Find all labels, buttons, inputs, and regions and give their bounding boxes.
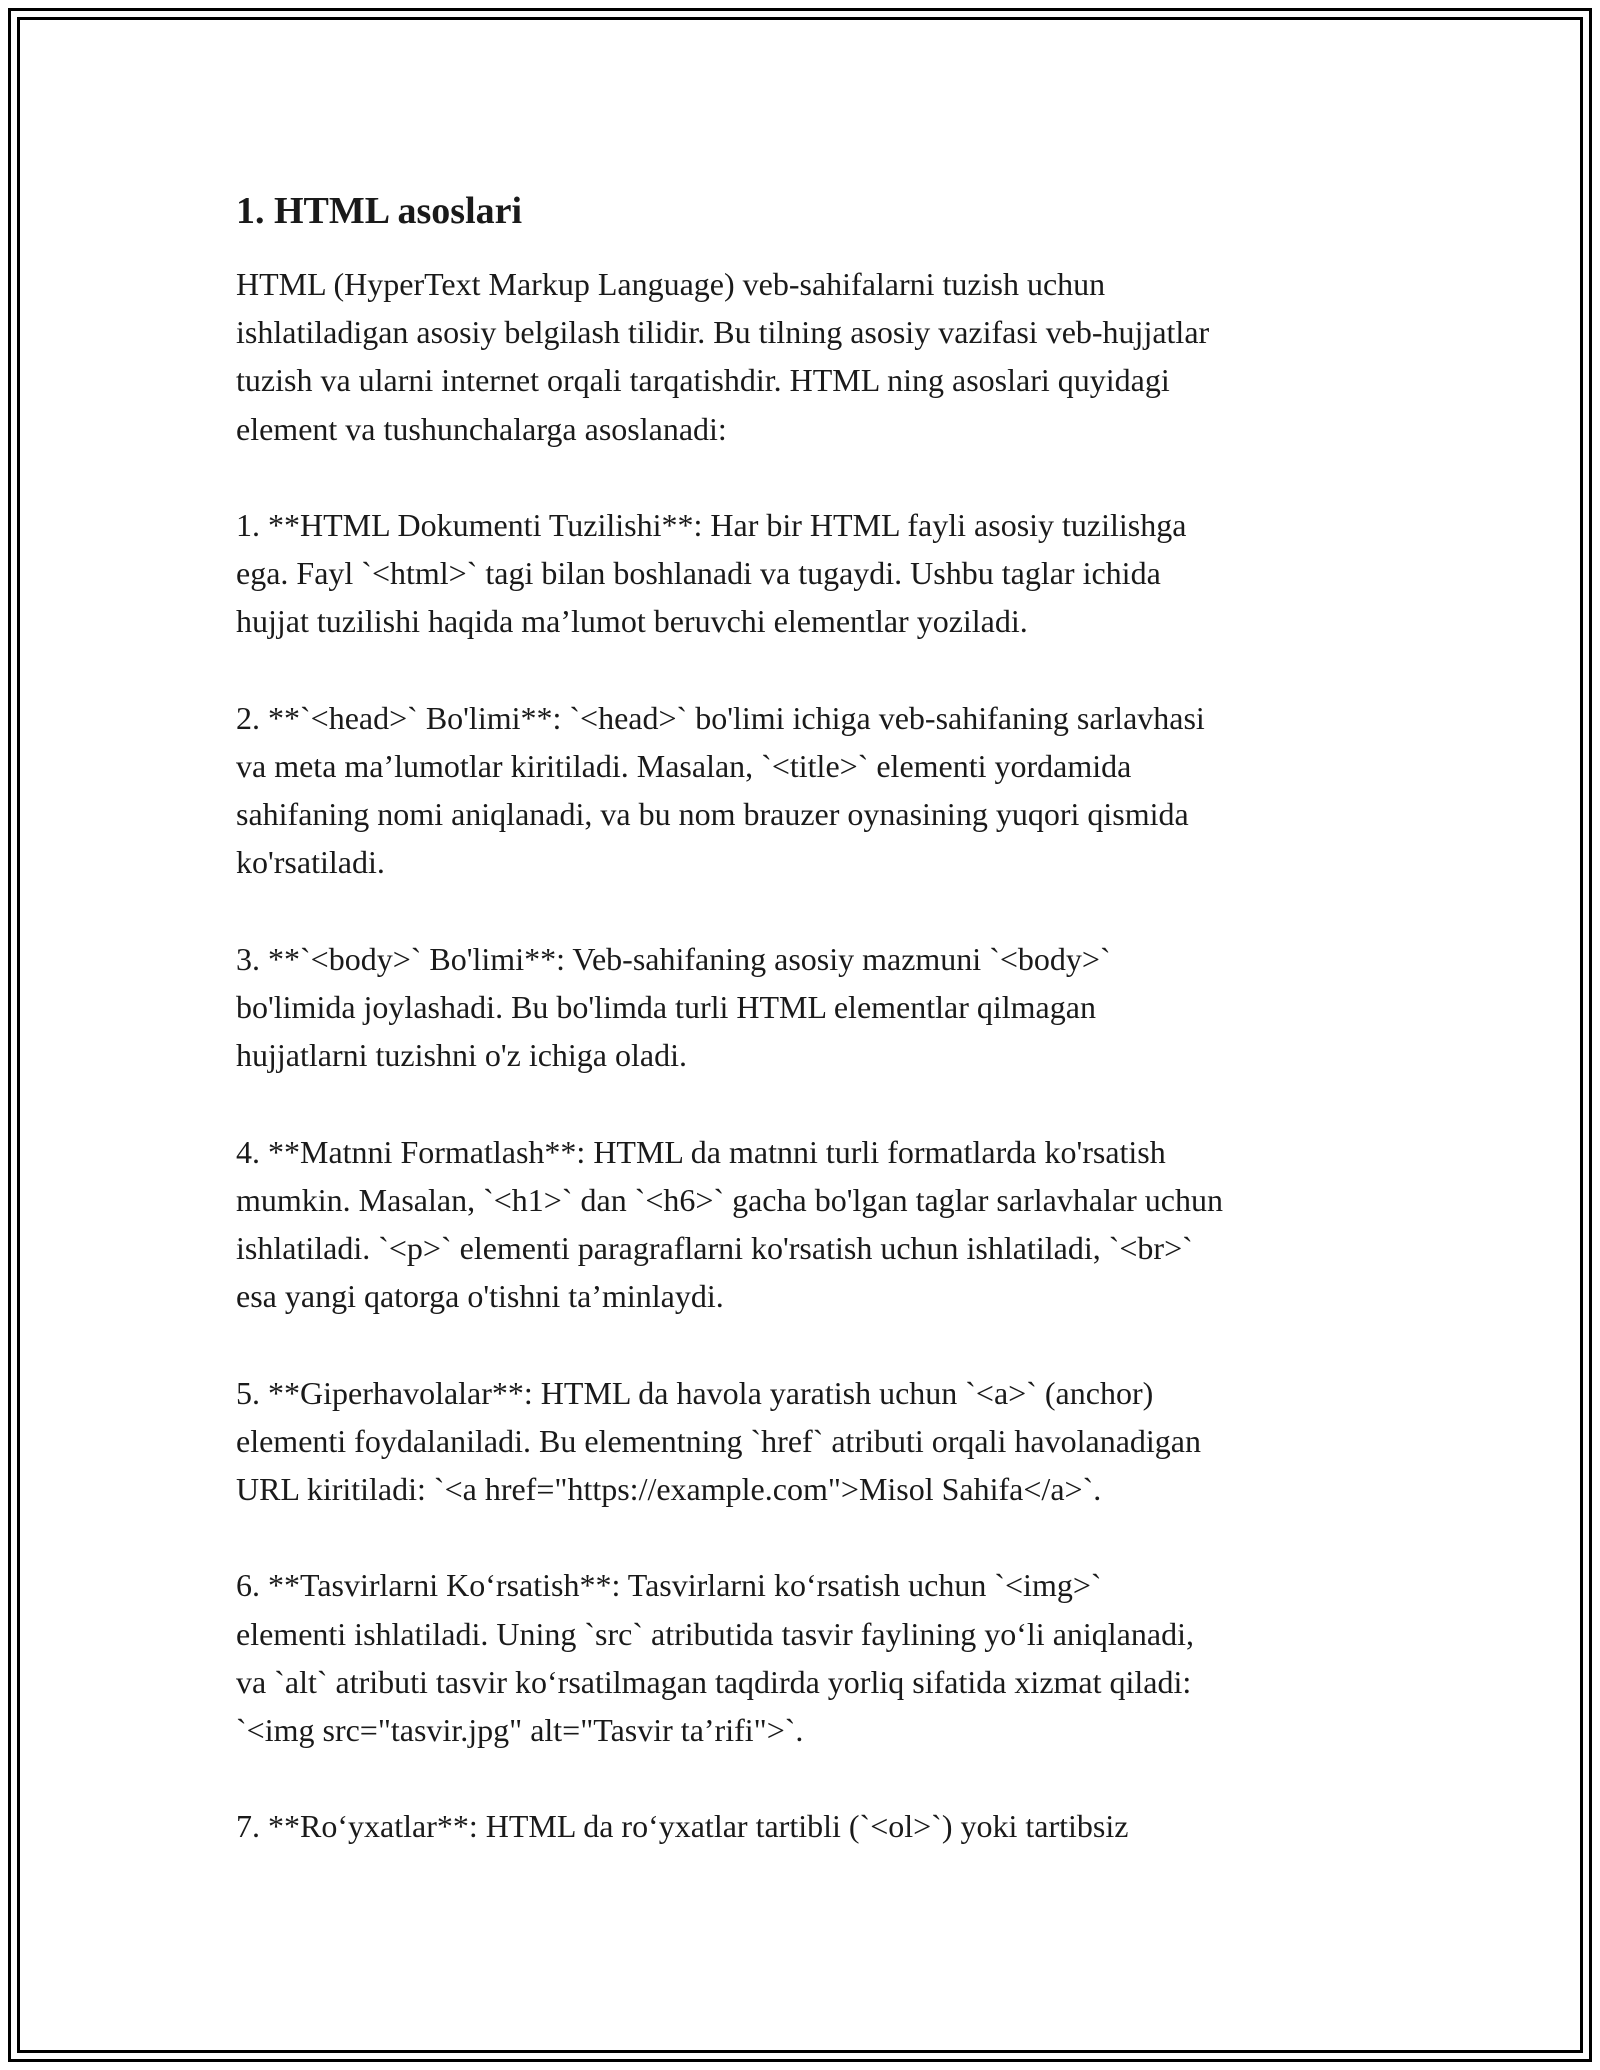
paragraph-head-section: 2. **`<head>` Bo'limi**: `<head>` bo'limi ichiga veb-sahifaning sarlavhasi va meta ma’lumotlar kiritiladi. Masalan, `<title>` elementi yordamida sahifaning nomi aniqlanadi, va bu nom brauzer oynasining yuqori qismida ko'rsatiladi.	[236, 699, 1205, 881]
paragraph-html-document-structure: 1. **HTML Dokumenti Tuzilishi**: Har bir HTML fayli asosiy tuzilishga ega. Fayl `<html>` tagi bilan boshlanadi va tugaydi. Ushbu taglar ichida hujjat tuzilishi haqida ma’lumot beruvchi elementlar yoziladi.	[236, 507, 1187, 640]
paragraph-text-formatting: 4. **Matnni Formatlash**: HTML da matnni turli formatlarda ko'rsatish mumkin. Masalan, `<h1>` dan `<h6>` gacha bo'lgan taglar sarlavhalar uchun ishlatiladi. `<p>` elementi paragraflarni ko'rsatish uchun ishlatiladi, `<br>` esa yangi qatorga o'tishni ta’minlaydi.	[236, 1133, 1223, 1315]
paragraph-body-section: 3. **`<body>` Bo'limi**: Veb-sahifaning asosiy mazmuni `<body>` bo'limida joylashadi. Bu bo'limda turli HTML elementlar qilmagan hujjatlarni tuzishni o'z ichiga oladi.	[236, 940, 1111, 1074]
paragraph-images: 6. **Tasvirlarni Ko‘rsatish**: Tasvirlarni ko‘rsatish uchun `<img>` elementi ishlatiladi. Uning `src` atributida tasvir faylining yo‘li aniqlanadi, va `alt` atributi tasvir ko‘rsatilmagan taqdirda yorliq sifatida xizmat qiladi: `<img src="tasvir.jpg" alt="Tasvir ta’rifi">`.	[236, 1567, 1194, 1748]
document-body	[236, 180, 1396, 1899]
paragraph-hyperlinks: 5. **Giperhavolalar**: HTML da havola yaratish uchun `<a>` (anchor) elementi foydalaniladi. Bu elementning `href` atributi orqali havolanadigan URL kiritiladi: `<a href="https://example.com">Misol Sahifa</a>`.	[236, 1374, 1201, 1507]
section-heading: 1. HTML asoslari	[236, 190, 523, 232]
intro-paragraph: HTML (HyperText Markup Language) veb-sahifalarni tuzish uchun ishlatiladigan asosiy belgilash tilidir. Bu tilning asosiy vazifasi veb-hujjatlar tuzish va ularni internet orqali tarqatishdir. HTML ning asoslari quyidagi element va tushunchalarga asoslanadi:	[236, 266, 1210, 447]
paragraph-lists: 7. **Ro‘yxatlar**: HTML da ro‘yxatlar tartibli (`<ol>`) yoki tartibsiz	[236, 1808, 1129, 1845]
